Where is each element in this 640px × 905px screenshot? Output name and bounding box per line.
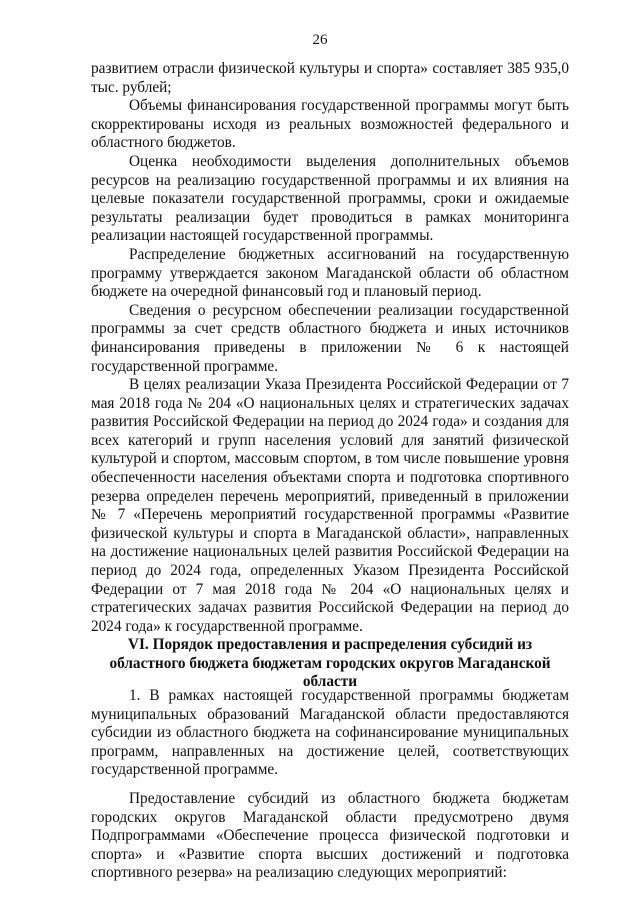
paragraph-presidential-decree: В целях реализации Указа Президента Российской Федерации от 7 мая 2018 года № 204 «О национальных целях и стратегических задачах развития Российской Федерации на период до 2024 года» и создания для всех категорий и групп населения условий для занятий физической культурой и спортом, массовым спортом, в том числе повышение уровня обеспеченности населения объектами спорта и подготовка спортивного резерва определен перечень мероприятий, приведенный в приложении № 7 «Перечень мероприятий государственной программы «Развитие физической культуры и спорта в Магаданской области», направленных на достижение национальных целей развития Российской Федерации на период до 2024 года, определенных Указом Президента Российской Федерации от 7 мая 2018 года № 204 «О национальных целях и стратегических задачах развития Российской Федерации на период до 2024 года» к государственной программе. xyxy=(91,376,569,635)
section-body xyxy=(91,687,569,883)
paragraph-subsidies: 1. В рамках настоящей государственной программы бюджетам муниципальных образований Магаданской области предоставляются субсидии из областного бюджета на софинансирование муниципальных программ, направленных на достижение целей, соответствующих государственной программе. xyxy=(91,687,569,779)
paragraph-resource-info: Сведения о ресурсном обеспечении реализации государственной программы за счет средств областного бюджета и иных источников финансирования приведены в приложении № 6 к настоящей государственной программе. xyxy=(91,301,569,375)
paragraph-continuation: развитием отрасли физической культуры и спорта» составляет 385 935,0 тыс. рублей; xyxy=(91,60,569,96)
paragraph-resource-assessment: Оценка необходимости выделения дополнительных объемов ресурсов на реализацию государственной программы и их влияния на целевые показатели государственной программы, сроки и ожидаемые результаты реализации будет проводиться в рамках мониторинга реализации настоящей государственной программы. xyxy=(91,152,569,245)
page-number: 26 xyxy=(312,32,328,48)
paragraph-budget-allocation: Распределение бюджетных ассигнований на государственную программу утверждается законом Магаданской области об областном бюджете на очередной финансовый год и плановый период. xyxy=(91,245,569,301)
body-text xyxy=(91,60,569,636)
section-heading: VI. Порядок предоставления и распределения субсидий из областного бюджета бюджетам городских округов Магаданской области xyxy=(109,636,551,691)
paragraph-subprograms: Предоставление субсидий из областного бюджета бюджетам городских округов Магаданской области предусмотрено двумя Подпрограммами «Обеспечение процесса физической подготовки и спорта» и «Развитие спорта высших достижений и подготовка спортивного резерва» на реализацию следующих мероприятий: xyxy=(91,789,569,882)
paragraph-funding-adjustment: Объемы финансирования государственной программы могут быть скорректированы исходя из реальных возможностей федерального и областного бюджетов. xyxy=(91,97,569,152)
